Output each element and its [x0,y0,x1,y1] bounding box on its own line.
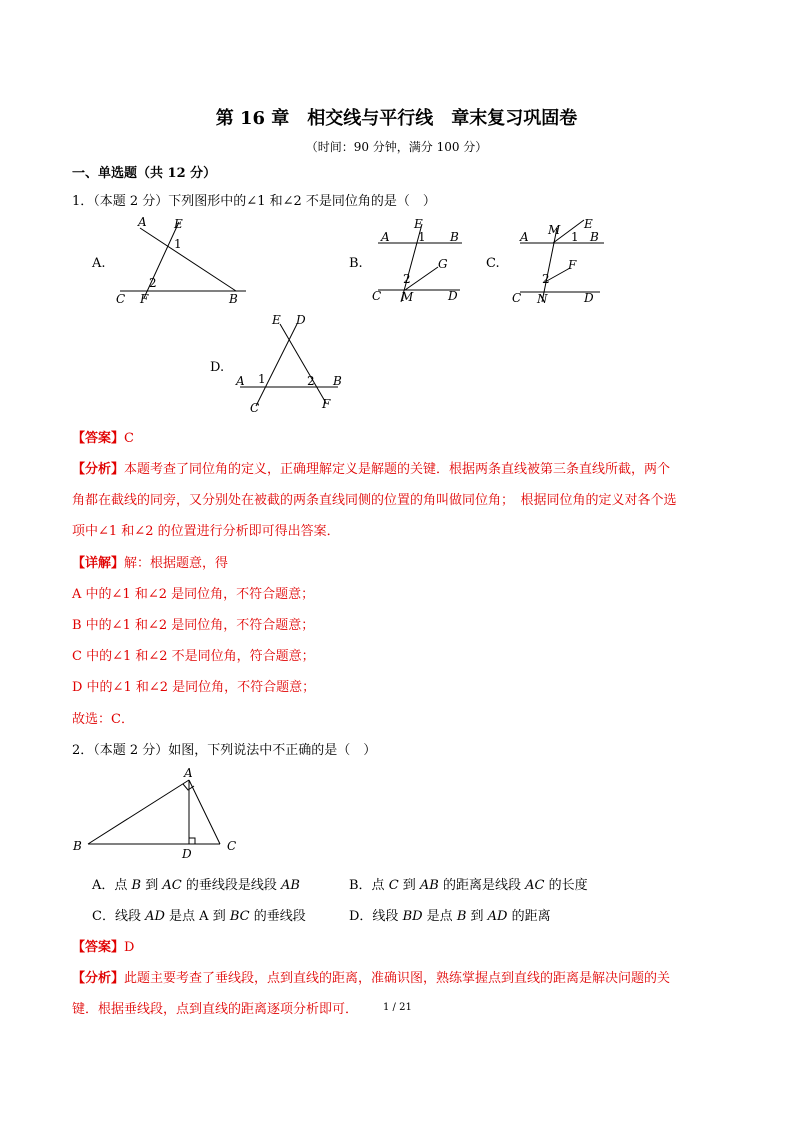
label-m: M [548,223,561,237]
q2-answer: 【答案】D [72,940,135,955]
label-d: D [296,313,306,327]
q1-analysis-line-3: 项中∠1 和∠2 的位置进行分析即可得出答案． [72,524,340,539]
page-title: 第 16 章 相交线与平行线 章末复习巩固卷 [215,108,578,129]
q1-figure-c [508,212,612,308]
label-f: F [568,258,577,272]
q2-stem: 2．（本题 2 分）如图，下列说法中不正确的是（ ） [72,743,377,758]
q2-option-b[interactable]: B．点 C 到 AB 的距离是线段 AC 的长度 [349,878,588,893]
label-c: C [512,291,522,305]
label-a: A [236,374,245,388]
right-angle-mark-d [189,838,195,844]
label-n: N [537,292,548,306]
label-c: C [250,401,260,415]
q2-option-a[interactable]: A．点 B 到 AC 的垂线段是线段 AB [92,878,300,893]
label-b: B [229,292,238,306]
label-b: B [450,230,459,244]
q2-analysis-line-1: 【分析】此题主要考查了垂线段，点到直线的距离，准确识图，熟练掌握点到直线的距离是解决问题的关 [72,971,671,986]
label-e: E [174,217,183,231]
label-m: M [401,290,414,304]
label-e: E [414,217,423,231]
label-1: 1 [174,237,182,251]
q1-detail-c: C 中的∠1 和∠2 不是同位角，符合题意； [72,649,315,664]
q1-stem: 1．（本题 2 分）下列图形中的∠1 和∠2 不是同位角的是（ ） [72,194,436,209]
q1-detail-d: D 中的∠1 和∠2 是同位角，不符合题意； [72,680,316,695]
label-2: 2 [403,272,411,286]
label-a: A [184,766,193,780]
segment-ac [189,780,220,844]
label-f: F [322,397,331,411]
q1-detail: 【详解】解：根据题意，得 [72,556,229,571]
q1-detail-a: A 中的∠1 和∠2 是同位角，不符合题意； [72,587,315,602]
label-c: C [372,289,382,303]
label-2: 2 [542,272,550,286]
q1-analysis-line-1: 【分析】本题考查了同位角的定义，正确理解定义是解题的关键．根据两条直线被第三条直线所截，两个 [72,462,671,477]
label-b: B [333,374,342,388]
q1-conclusion: 故选：C． [72,712,134,727]
line-ef [280,324,326,403]
label-1: 1 [418,230,426,244]
line-mn [542,228,557,302]
q2-analysis-line-2: 键．根据垂线段，点到直线的距离逐项分析即可． [72,1002,359,1017]
label-d: D [448,289,458,303]
label-c: C [227,839,237,853]
q1-answer: 【答案】C [72,431,134,446]
q1-option-a-label: A. [92,256,106,271]
q1-analysis-line-2: 角都在截线的同旁，又分别处在被截的两条直线同侧的位置的角叫做同位角； 根据同位角的定义对各个选 [72,493,677,508]
line-dc [256,324,297,406]
q1-figure-a [110,210,260,310]
label-g: G [438,257,448,271]
label-c: C [116,292,126,306]
label-2: 2 [307,374,315,388]
label-d: D [584,291,594,305]
q2-option-d[interactable]: D．线段 BD 是点 B 到 AD 的距离 [349,909,551,924]
label-d: D [182,847,192,861]
label-e: E [272,313,281,327]
q2-figure-triangle [70,764,250,864]
q1-figure-d [230,312,350,416]
label-f: F [140,292,149,306]
label-1: 1 [571,230,579,244]
page-number: 1 / 21 [383,1002,412,1013]
label-a: A [381,230,390,244]
label-b: B [590,230,599,244]
page-subtitle: （时间：90 分钟，满分 100 分） [305,140,488,154]
label-a: A [520,230,529,244]
label-a: A [138,215,147,229]
label-e: E [584,217,593,231]
q2-option-c[interactable]: C．线段 AD 是点 A 到 BC 的垂线段 [92,909,306,924]
label-b: B [73,839,82,853]
q1-option-b-label: B. [349,256,363,271]
label-1: 1 [258,372,266,386]
q1-figure-b [368,212,468,308]
q1-detail-b: B 中的∠1 和∠2 是同位角，不符合题意； [72,618,315,633]
section-heading: 一、单选题（共 12 分） [72,166,217,181]
segment-ab [88,780,189,844]
q1-option-c-label: C. [486,256,500,271]
q1-option-d-label: D. [210,360,225,375]
label-2: 2 [149,276,157,290]
